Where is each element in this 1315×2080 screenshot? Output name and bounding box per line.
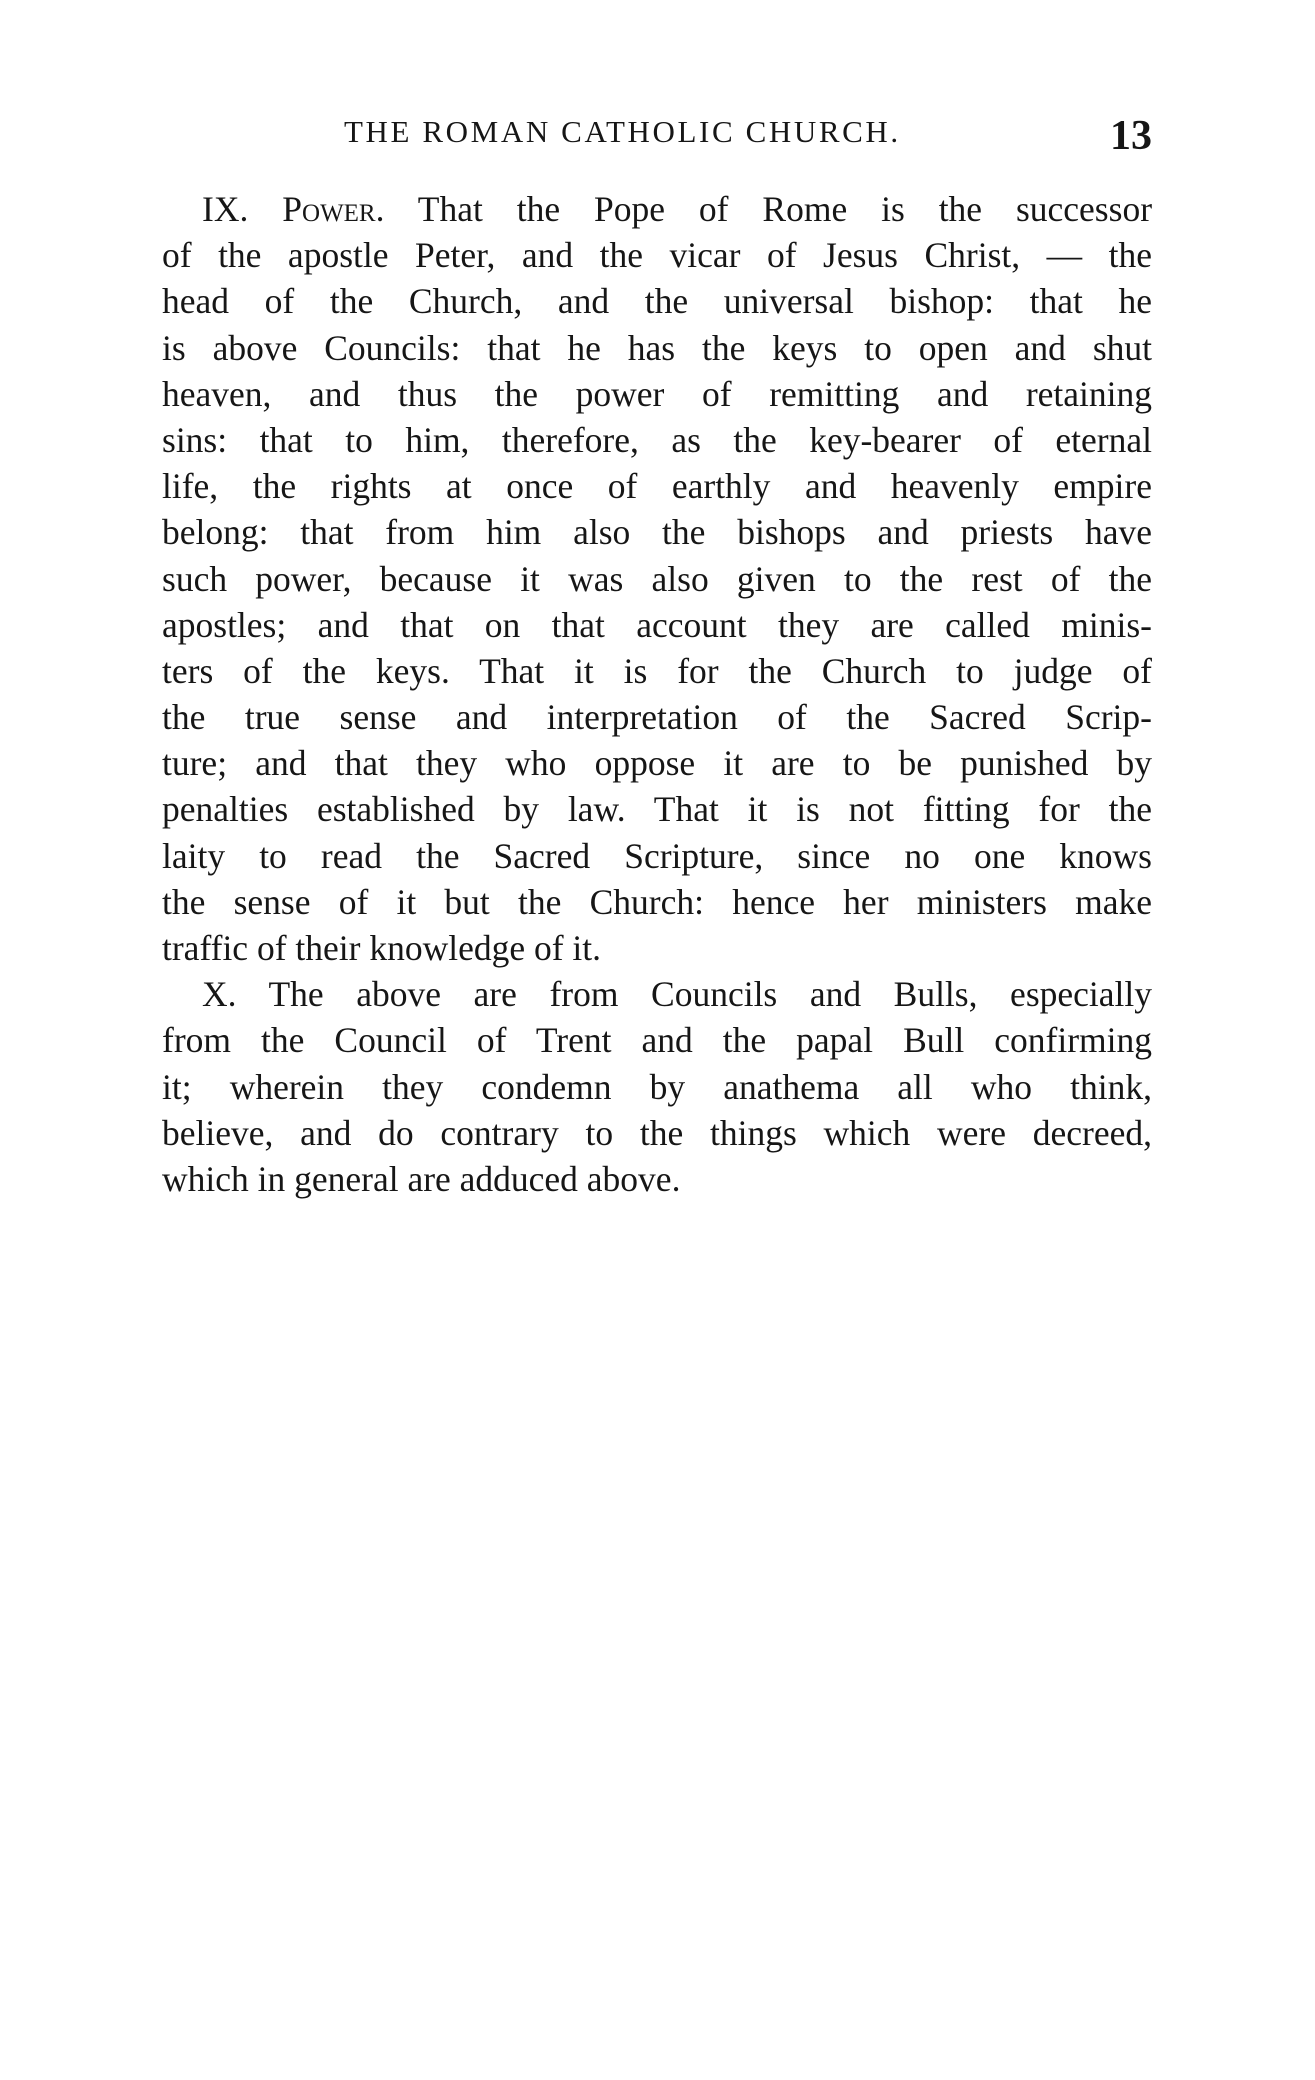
text-line: from the Council of Trent and the papal Bull confirming bbox=[162, 1020, 1152, 1061]
text-line: the sense of it but the Church: hence her ministers make bbox=[162, 881, 1152, 922]
text-line: such power, because it was also given to the rest of the bbox=[162, 558, 1152, 599]
text-line: apostles; and that on that account they are called minis- bbox=[162, 604, 1152, 645]
section-heading: Power. bbox=[282, 189, 385, 229]
text-line: it; wherein they condemn by anathema all who think, bbox=[162, 1066, 1152, 1107]
text-line: is above Councils: that he has the keys to open and shut bbox=[162, 327, 1152, 368]
section-numeral: IX. bbox=[202, 189, 249, 229]
text-line: laity to read the Sacred Scripture, since no one knows bbox=[162, 835, 1152, 876]
text-line: head of the Church, and the universal bishop: that he bbox=[162, 281, 1152, 322]
text-line: which in general are adduced above. bbox=[162, 1158, 681, 1199]
text-line: ture; and that they who oppose it are to be punished by bbox=[162, 743, 1152, 784]
text-line: penalties established by law. That it is not fitting for the bbox=[162, 789, 1152, 830]
text-line: X. The above are from Councils and Bulls, especially bbox=[202, 974, 1152, 1015]
text-line: believe, and do contrary to the things which were decreed, bbox=[162, 1112, 1152, 1153]
text-line: heaven, and thus the power of remitting and retaining bbox=[162, 373, 1152, 414]
text-line: sins: that to him, therefore, as the key-bearer of eternal bbox=[162, 419, 1152, 460]
text-line: belong: that from him also the bishops and priests have bbox=[162, 512, 1152, 553]
body-text bbox=[162, 186, 1152, 1202]
text-line: IX. Power. That the Pope of Rome is the successor bbox=[202, 189, 1153, 229]
running-head-title: THE ROMAN CATHOLIC CHURCH. bbox=[344, 114, 901, 149]
text-line: traffic of their knowledge of it. bbox=[162, 928, 602, 968]
text-line: life, the rights at once of earthly and heavenly empire bbox=[162, 466, 1152, 507]
text-line: of the apostle Peter, and the vicar of Jesus Christ, — the bbox=[162, 235, 1152, 276]
paragraph-ix bbox=[162, 186, 1152, 971]
text-line: ters of the keys. That it is for the Church to judge of bbox=[162, 650, 1152, 691]
paragraph-x bbox=[162, 971, 1152, 1202]
page-number: 13 bbox=[1110, 113, 1152, 159]
running-head bbox=[162, 112, 1152, 162]
text-line: the true sense and interpretation of the Sacred Scrip- bbox=[162, 697, 1152, 738]
